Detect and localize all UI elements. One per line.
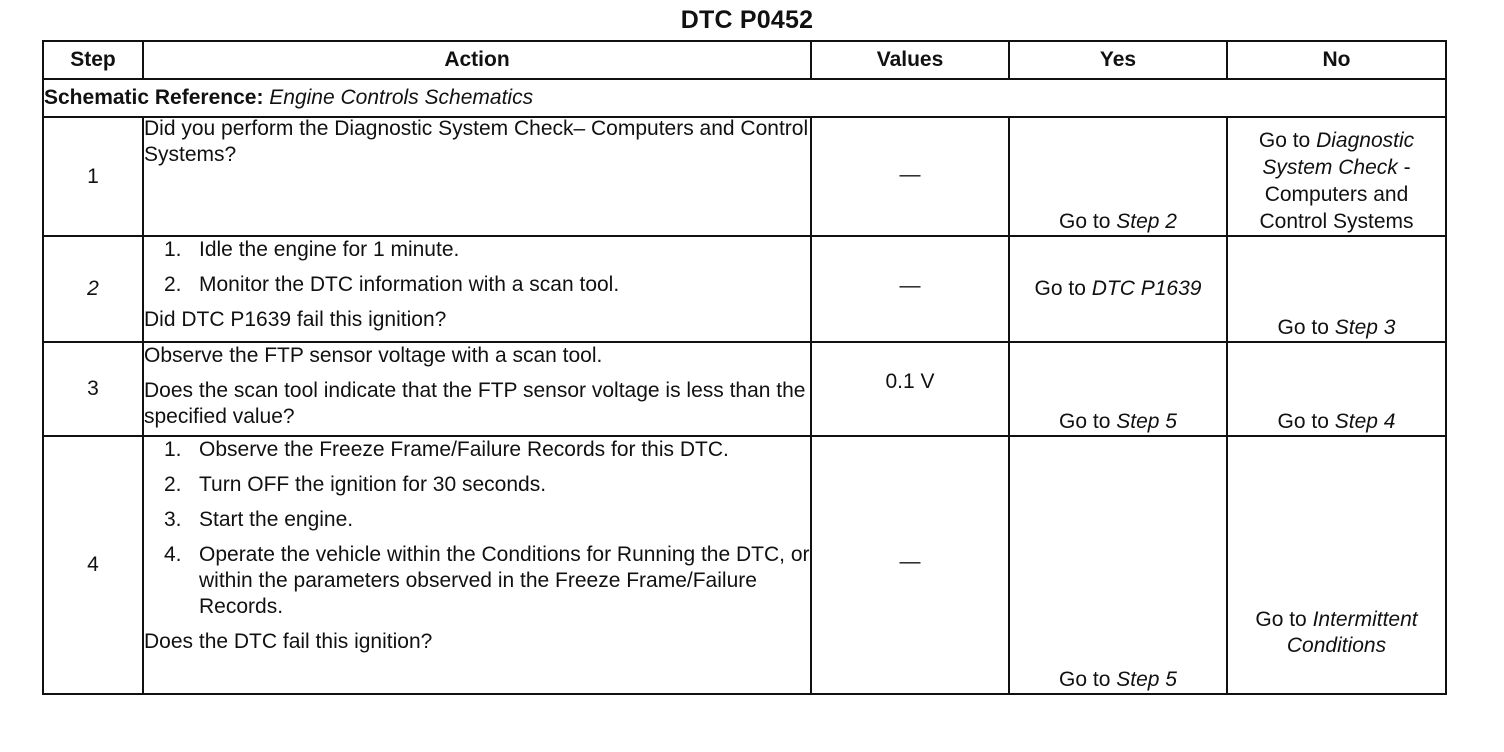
action-cell [143,236,811,342]
action-steps [144,237,810,298]
values-cell [811,236,1009,342]
yes-prefix: Go to [1059,210,1111,233]
schematic-row [43,79,1446,117]
yes-cell [1009,436,1227,694]
no-prefix: Go to [1255,608,1307,631]
no-prefix: Go to [1277,316,1329,339]
no-cell [1227,236,1446,342]
yes-prefix: Go to [1059,668,1111,691]
no-ref: Intermittent Conditions [1286,608,1418,657]
table-row [43,436,1446,694]
list-item: 3. Start the engine. [164,508,354,531]
header-yes: Yes [1009,41,1227,79]
yes-prefix: Go to [1059,410,1111,433]
action-cell [143,342,811,436]
no-ref: Step 4 [1334,410,1396,433]
list-item: 4. Operate the vehicle within the Conditions for Running the DTC, or within the parameters observed in the Freeze Frame/Failure Records. [164,543,810,618]
yes-cell [1009,342,1227,436]
no-cell [1227,117,1446,236]
value-text: — [899,163,921,186]
table-row [43,342,1446,436]
action-text: Did you perform the Diagnostic System Check– Computers and Control Systems? [144,117,809,166]
header-no: No [1227,41,1446,79]
schematic-value: Engine Controls Schematics [269,86,534,109]
action-cell [143,436,811,694]
no-cell [1227,436,1446,694]
table-row [43,117,1446,236]
yes-prefix: Go to [1034,277,1086,300]
values-cell [811,436,1009,694]
no-prefix: Go to [1277,410,1329,433]
header-action: Action [143,41,811,79]
no-ref: Diagnostic System Check [1262,129,1415,179]
step-number: 3 [43,342,143,436]
no-cell [1227,342,1446,436]
value-text: — [899,550,921,573]
action-question: Does the scan tool indicate that the FTP sensor voltage is less than the specified value? [144,379,806,428]
yes-ref: Step 5 [1116,410,1177,433]
values-cell [811,117,1009,236]
no-suffix: - Computers and Control Systems [1259,156,1414,233]
yes-ref: Step 5 [1116,668,1177,691]
action-text: Observe the FTP sensor voltage with a scan tool. [144,344,603,367]
action-steps [144,437,810,620]
diagnostic-table [42,40,1447,695]
no-prefix: Go to [1258,129,1311,152]
header-row [43,41,1446,79]
header-values: Values [811,41,1009,79]
list-item: 2. Monitor the DTC information with a scan tool. [164,273,620,296]
action-question: Did DTC P1639 fail this ignition? [144,308,447,331]
step-number: 1 [43,117,143,236]
yes-cell [1009,117,1227,236]
list-item: 2. Turn OFF the ignition for 30 seconds. [164,473,547,496]
action-cell [143,117,811,236]
header-step: Step [43,41,143,79]
list-item: 1. Idle the engine for 1 minute. [164,238,460,261]
value-text: — [899,274,921,297]
schematic-reference [43,79,1446,117]
values-cell [811,342,1009,436]
table-row [43,236,1446,342]
schematic-label: Schematic Reference: [44,86,264,109]
page-title: DTC P0452 [680,6,814,34]
action-question: Does the DTC fail this ignition? [144,630,433,653]
step-number: 2 [43,236,143,342]
step-number: 4 [43,436,143,694]
yes-ref: Step 2 [1116,210,1177,233]
list-item: 1. Observe the Freeze Frame/Failure Records for this DTC. [164,438,729,461]
yes-cell [1009,236,1227,342]
yes-ref: DTC P1639 [1091,277,1202,300]
no-ref: Step 3 [1334,316,1396,339]
value-text: 0.1 V [885,370,935,393]
